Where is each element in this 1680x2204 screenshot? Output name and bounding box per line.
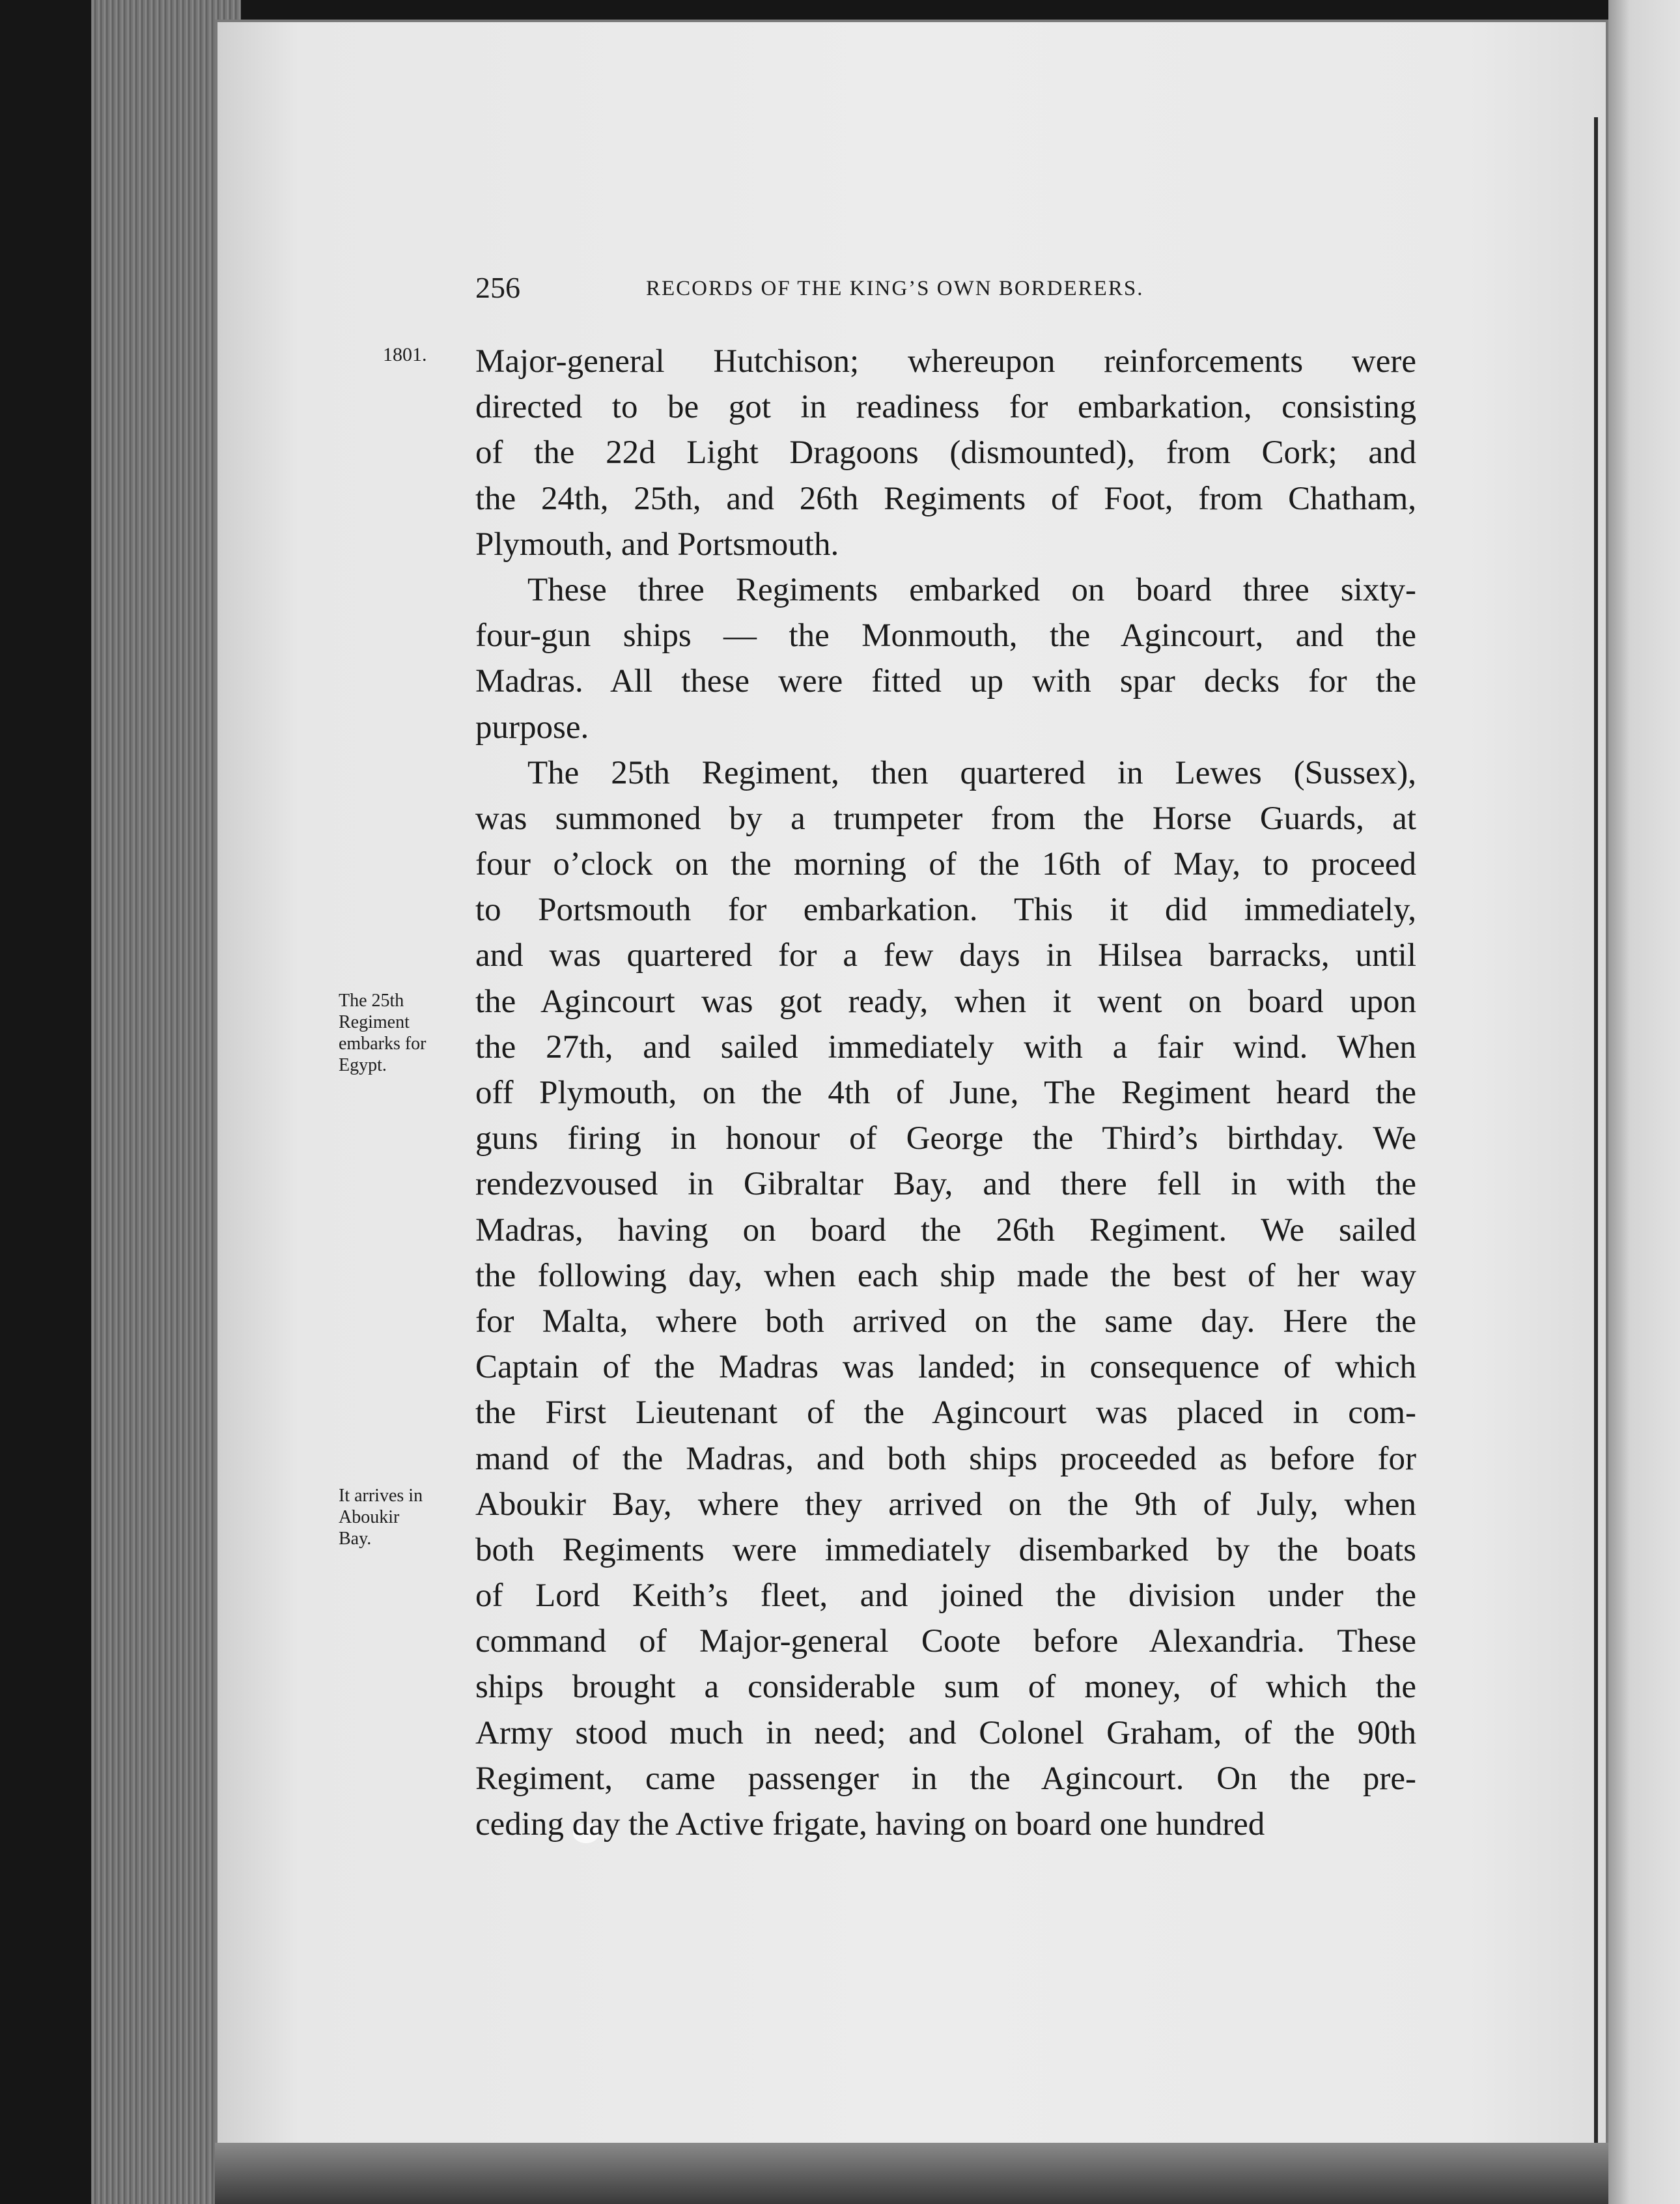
margin-note-line: Aboukir — [339, 1507, 400, 1527]
margin-note-line: Bay. — [339, 1529, 372, 1549]
text-line: Plymouth, and Portsmouth. — [475, 526, 839, 563]
margin-note-line: The 25th — [339, 991, 404, 1011]
margin-note-line: Regiment — [339, 1012, 410, 1032]
margin-note-line: embarks for — [339, 1034, 427, 1054]
text-line: Aboukir Bay, where they arrived on the 9th of July, when — [475, 1486, 1416, 1523]
text-line: to Portsmouth for embarkation. This it did immediately, — [475, 892, 1416, 929]
text-line: and was quartered for a few days in Hilsea barracks, until — [475, 937, 1416, 974]
text-line: the Agincourt was got ready, when it went on board upon — [475, 983, 1416, 1020]
running-head-title: RECORDS OF THE KING’S OWN BORDERERS. — [646, 277, 1144, 300]
margin-note-line: It arrives in — [339, 1486, 423, 1506]
text-line: guns firing in honour of George the Third’s birthday. We — [475, 1120, 1416, 1157]
text-line: directed to be got in readiness for embarkation, consisting — [475, 389, 1416, 426]
text-line: purpose. — [475, 709, 589, 746]
text-line: Madras. All these were fitted up with spar decks for the — [475, 663, 1416, 700]
margin-note-line: Egypt. — [339, 1055, 387, 1075]
text-line: Major-general Hutchison; whereupon reinforcements were — [475, 343, 1416, 380]
text-line: for Malta, where both arrived on the same day. Here the — [475, 1303, 1416, 1340]
text-line: the 27th, and sailed immediately with a fair wind. When — [475, 1028, 1416, 1066]
text-line: ceding day the Active frigate, having on board one hundred — [475, 1806, 1265, 1843]
text-line: both Regiments were immediately disembarked by the boats — [475, 1531, 1416, 1568]
gutter-line — [1594, 117, 1598, 2169]
body-text — [475, 339, 1416, 1847]
text-line: of the 22d Light Dragoons (dismounted), from Cork; and — [475, 434, 1416, 472]
text-line: command of Major-general Coote before Alexandria. These — [475, 1623, 1416, 1660]
text-line: the First Lieutenant of the Agincourt was placed in com- — [475, 1394, 1416, 1432]
text-line: Madras, having on board the 26th Regiment. We sailed — [475, 1211, 1416, 1249]
text-line: Army stood much in need; and Colonel Graham, of the 90th — [475, 1714, 1416, 1751]
page-bottom-shadow — [215, 2143, 1608, 2204]
text-line: four-gun ships — the Monmouth, the Agincourt, and the — [475, 617, 1416, 655]
facing-page-edge — [1608, 0, 1680, 2204]
text-line: Regiment, came passenger in the Agincourt. On the pre- — [475, 1760, 1416, 1797]
paragraph — [475, 339, 1416, 567]
text-line: mand of the Madras, and both ships proceeded as before for — [475, 1440, 1416, 1477]
text-line: These three Regiments embarked on board three sixty- — [527, 571, 1416, 608]
margin-note-embarks — [339, 990, 469, 1076]
text-line: the 24th, 25th, and 26th Regiments of Foot, from Chatham, — [475, 480, 1416, 517]
text-line: was summoned by a trumpeter from the Horse Guards, at — [475, 800, 1416, 837]
text-line: the following day, when each ship made the best of her way — [475, 1257, 1416, 1294]
text-line: four o’clock on the morning of the 16th of May, to proceed — [475, 846, 1416, 883]
text-line: Captain of the Madras was landed; in consequence of which — [475, 1349, 1416, 1386]
text-line: ships brought a considerable sum of money, of which the — [475, 1669, 1416, 1706]
paragraph — [475, 750, 1416, 1848]
text-line: rendezvoused in Gibraltar Bay, and there fell in with the — [475, 1166, 1416, 1203]
text-line: The 25th Regiment, then quartered in Lewes (Sussex), — [527, 754, 1416, 791]
text-line: off Plymouth, on the 4th of June, The Regiment heard the — [475, 1075, 1416, 1111]
paragraph — [475, 567, 1416, 750]
page-number: 256 — [475, 271, 520, 304]
margin-note-arrives — [339, 1485, 469, 1549]
margin-year: 1801. — [383, 344, 427, 365]
text-line: of Lord Keith’s fleet, and joined the division under the — [475, 1577, 1416, 1615]
